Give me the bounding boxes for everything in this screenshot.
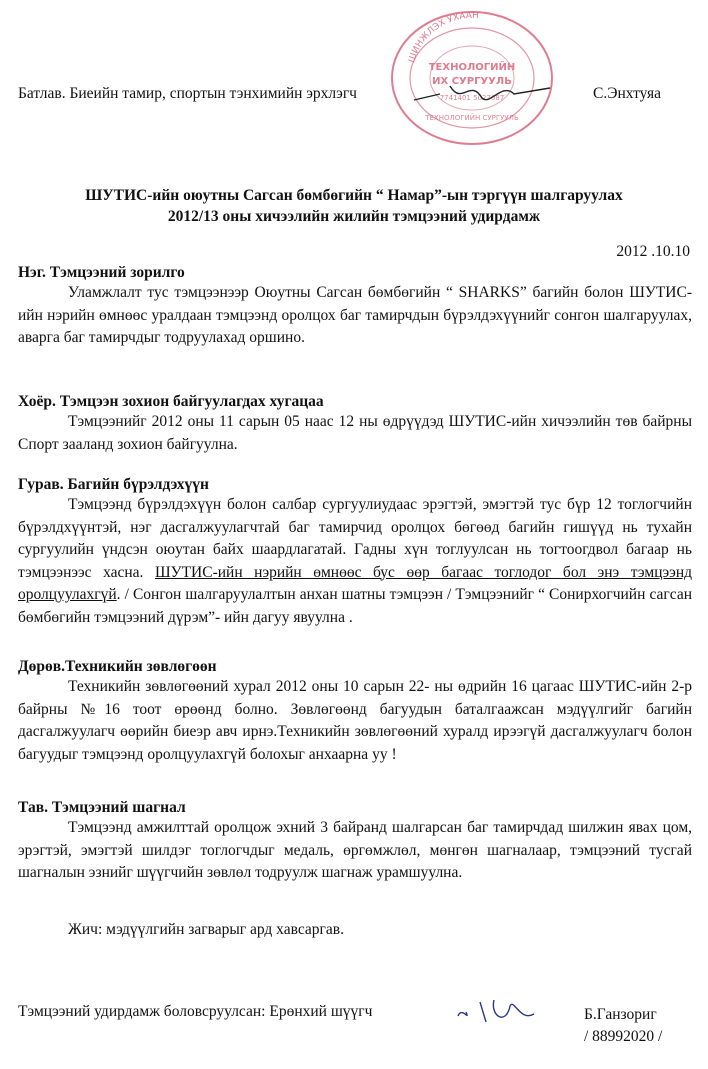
svg-text:ИХ СУРГУУЛЬ: ИХ СУРГУУЛЬ <box>432 76 512 87</box>
title-line-2: 2012/13 оны хичээлийн жилийн тэмцээний удирдамж <box>167 208 541 225</box>
body-text: . / Сонгон шалгаруулалтын анхан шатны тэмцээн / Тэмцээнийг “ Сонирхогчийн сагсан бөмбөгийн тэмцээний дүрэм”- ийн дагуу явуулна . <box>18 586 692 626</box>
svg-text:7741401 5027087: 7741401 5027087 <box>439 94 505 102</box>
document-title <box>0 185 708 227</box>
section-body: Техникийн зөвлөгөөний хурал 2012 оны 10 сарын 22- ны өдрийн 16 цагаас ШУТИС-ийн 2-р байрны №16 тоот өрөөнд болно. Зөвлөгөөнд багуудын баталгаажсан мэдүүлгийг багийн дасгалжуулагч өөрийн биеэр авч ирнэ.Техникийн зөвлөгөөний хуралд ирээгүй дасгалжуулагч болон багуудыг тэмцээнд оролцуулахгүй болохыг анхаарна уу ! <box>18 678 692 763</box>
signature-name-block <box>584 1004 662 1048</box>
section-team-composition <box>18 476 692 629</box>
section-body: Тэмцээнд амжилттай оролцож эхний 3 байранд шалгарсан баг тамирчдад шилжин явах цом, эрэгтэй, эмэгтэй шилдэг тоглогчдыг медаль, өргөмжлөл, мөнгөн шагналаар, тэмцээний тусгай шагналын эзнийг шүүгчийн зөвлөл тодруулж шагнаж урамшуулна. <box>18 819 692 881</box>
section-body: Уламжлалт тус тэмцээнээр Оюутны Сагсан бөмбөгийн “ SHARKS” багийн болон ШУТИС-ийн нэрийн өмнөөс уралдаан тэмцээнд оролцох баг тамирчдын бүрэлдэхүүнийг сонгон шалгаруулах, аварга баг тамирчдыг тодруулахад оршино. <box>18 284 692 346</box>
section-heading: Дөрөв.Техникийн зөвлөгөөн <box>18 658 217 675</box>
referee-signature <box>450 992 570 1032</box>
attachment-note: Жич: мэдүүлгийн загварыг ард хавсаргав. <box>68 921 344 938</box>
section-heading: Гурав. Багийн бүрэлдэхүүн <box>18 476 209 493</box>
signer-phone: / 88992020 / <box>584 1028 663 1045</box>
section-heading: Нэг. Тэмцээний зорилго <box>18 264 185 281</box>
section-dates <box>18 393 692 456</box>
section-heading: Хоёр. Тэмцээн зохион байгуулагдах хугацаа <box>18 393 324 410</box>
section-awards <box>18 799 692 885</box>
svg-text:ТЕХНОЛОГИЙН: ТЕХНОЛОГИЙН <box>428 62 516 73</box>
svg-text:ШИНЖЛЭХ УХААН: ШИНЖЛЭХ УХААН <box>407 10 480 65</box>
document-date: 2012 .10.10 <box>616 243 690 260</box>
approver-name: С.Энхтуяа <box>593 85 662 102</box>
svg-text:ТЕХНОЛОГИЙН СУРГУУЛЬ: ТЕХНОЛОГИЙН СУРГУУЛЬ <box>425 114 519 122</box>
signer-name: Б.Ганзориг <box>584 1006 657 1023</box>
section-body <box>18 494 692 629</box>
section-heading: Тав. Тэмцээний шагнал <box>18 799 186 816</box>
title-line-1: ШУТИС-ийн оюутны Сагсан бөмбөгийн “ Намар”-ын тэргүүн шалгаруулах <box>85 187 623 204</box>
body-text: Тэмцээнд бүрэлдэхүүн болон салбар сургуулиудаас эрэгтэй, эмэгтэй тус бүр 12 тоглогчийн бүрэлдхүүнтэй, нэг дасгалжуулагчтай баг тамирчид оролцох бөгөөд багийн гишүүд нь тухайн сургуулийн үндсэн оюутан байх шаардлагатай. Гадны хүн тоглуулсан нь тогтоогдвол багаар нь тэмцээнээс хасна. <box>18 496 692 581</box>
section-body: Тэмцээнийг 2012 оны 11 сарын 05 наас 12 ны өдрүүдэд ШУТИС-ийн хичээлийн төв байрны Спорт зааланд зохион байгуулна. <box>18 413 692 453</box>
approval-signature <box>410 76 560 110</box>
signature-line: Тэмцээний удирдамж боловсруулсан: Ерөнхий шүүгч <box>18 1003 373 1020</box>
section-purpose <box>18 264 692 350</box>
section-technical-meeting <box>18 658 692 766</box>
approval-line: Батлав. Биеийн тамир, спортын тэнхимийн эрхлэгч <box>18 85 357 102</box>
underlined-rule: ШУТИС-ийн нэрийн өмнөөс бус өөр багаас тоглодог бол энэ тэмцээнд оролцуулахгүй <box>18 563 692 603</box>
